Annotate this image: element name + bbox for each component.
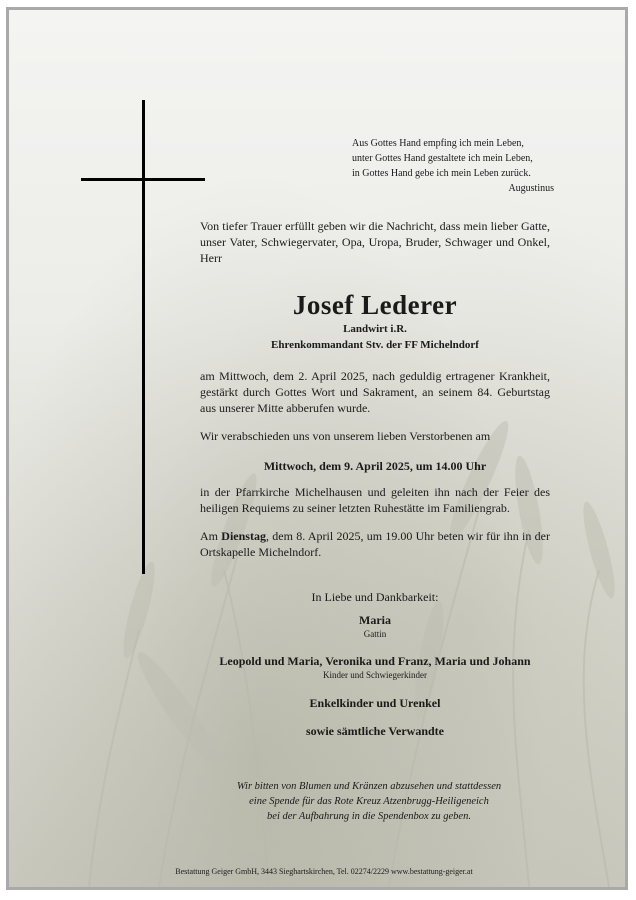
wife-name: Maria [359,613,391,627]
farewell-intro: Wir verabschieden uns von unserem lieben Verstorbenen am [200,429,491,443]
grandchildren: Enkelkinder und Urenkel [309,696,441,710]
funeral-home-footer: Bestattung Geiger GmbH, 3443 Sieghartskirchen, Tel. 02274/2229 www.bestattung-geiger.at [175,867,473,876]
cross-vertical-bar [142,100,145,574]
prayer-rest: , dem 8. April 2025, um 19.00 Uhr beten wir für ihn in der Ortskapelle Michelndorf. [200,529,551,559]
poem-author: Augustinus [508,183,554,194]
prayer-day: Dienstag [221,529,266,543]
poem-line: in Gottes Hand gebe ich mein Leben zurück. [352,168,531,179]
wife-relation: Gattin [363,629,387,639]
poem-line: unter Gottes Hand gestaltete ich mein Leben, [352,153,533,164]
request-line: eine Spende für das Rote Kreuz Atzenbrugg-Heiligeneich [249,796,489,807]
closing-phrase: In Liebe und Dankbarkeit: [311,590,439,604]
donation-request [189,779,549,824]
poem-quote [352,136,572,196]
children-relation: Kinder und Schwiegerkinder [323,670,427,680]
relatives: sowie sämtliche Verwandte [306,724,444,738]
prayer-text [200,528,550,560]
request-line: bei der Aufbahrung in die Spendenbox zu geben. [267,811,471,822]
prayer-prefix: Am [200,529,222,543]
death-notice: am Mittwoch, dem 2. April 2025, nach geduldig ertragener Krankheit, gestärkt durch Gottes Wort und Sakrament, an seinem 84. Geburtstag aus unserer Mitte abberufen wurde. [200,369,550,415]
funeral-date: Mittwoch, dem 9. April 2025, um 14.00 Uhr [263,459,487,473]
deceased-title-occupation: Landwirt i.R. [343,323,407,335]
request-line: Wir bitten von Blumen und Kränzen abzusehen und stattdessen [236,781,502,792]
poem-line: Aus Gottes Hand empfing ich mein Leben, [352,138,524,149]
deceased-title-honor: Ehrenkommandant Stv. der FF Michelndorf [271,339,479,351]
intro-text: Von tiefer Trauer erfüllt geben wir die Nachricht, dass mein lieber Gatte, unser Vater, Schwiegervater, Opa, Uropa, Bruder, Schwager und Onkel, Herr [200,219,550,265]
church-text: in der Pfarrkirche Michelhausen und geleiten ihn nach der Feier des heiligen Requiems zu seiner letzten Ruhestätte im Familiengrab. [200,485,550,515]
cross-horizontal-bar [81,178,205,181]
deceased-name: Josef Lederer [292,290,458,320]
obituary-card [6,7,628,890]
children-names: Leopold und Maria, Veronika und Franz, Maria und Johann [219,654,531,668]
